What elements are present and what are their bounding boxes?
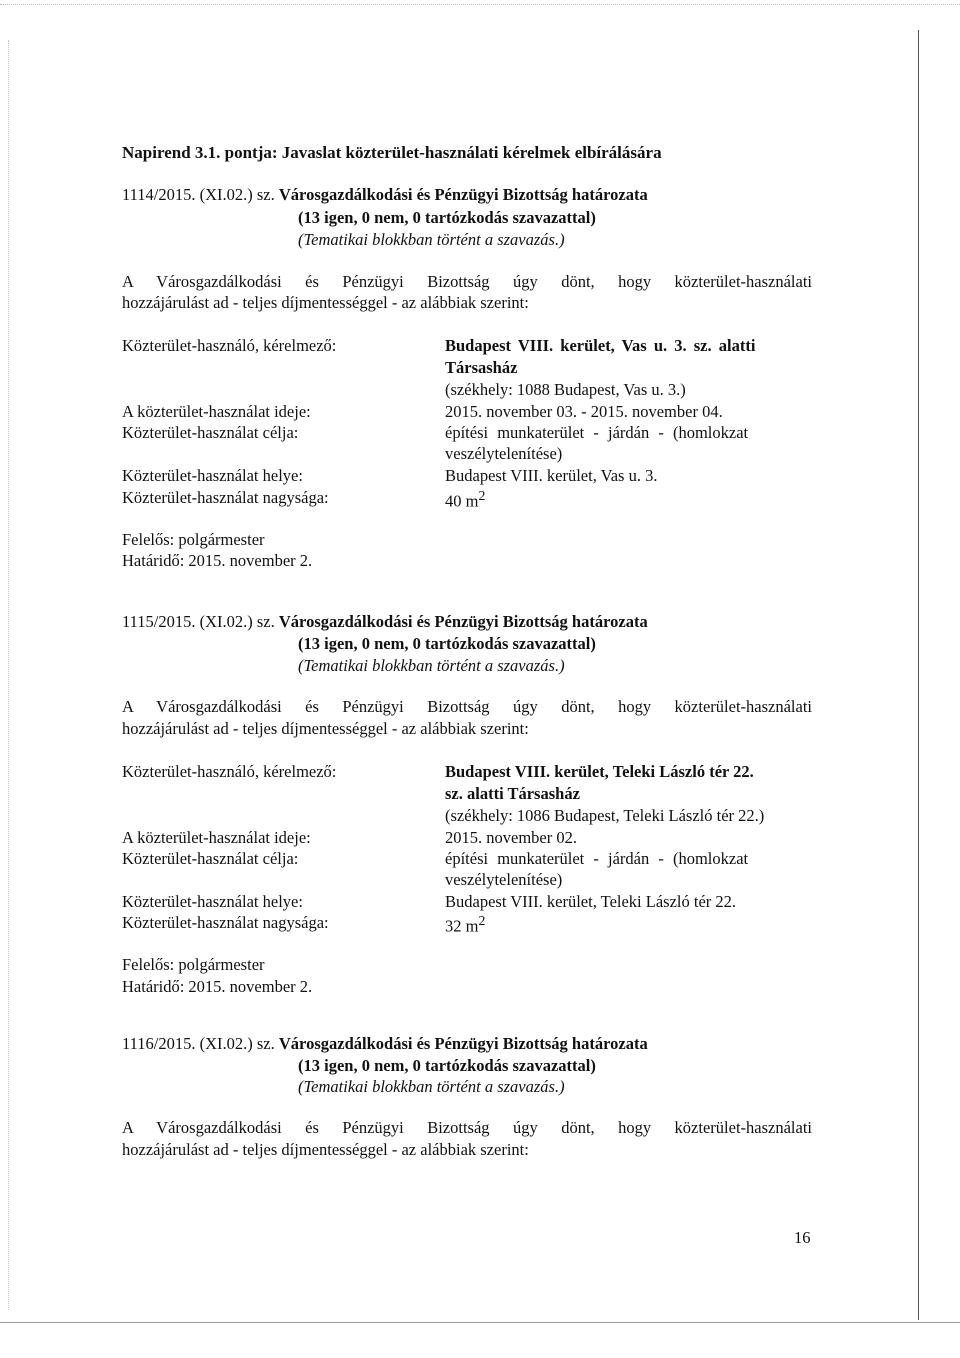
- scan-edge-left: [8, 40, 9, 1310]
- resolution-title: Városgazdálkodási és Pénzügyi Bizottság határozata: [278, 1034, 648, 1053]
- value-purpose-line1: építési munkaterület - járdán - (homlokzat: [445, 423, 749, 442]
- decision-line-2: hozzájárulást ad - teljes díjmentességgel - az alábbiak szerint:: [122, 293, 529, 312]
- resolution-note: (Tematikai blokkban történt a szavazás.): [298, 230, 565, 249]
- scan-edge-top: [0, 4, 960, 5]
- label-size: Közterület-használat nagysága:: [122, 913, 329, 932]
- label-size: Közterület-használat nagysága:: [122, 488, 329, 507]
- value-duration: 2015. november 03. - 2015. november 04.: [445, 402, 723, 421]
- resolution-title: Városgazdálkodási és Pénzügyi Bizottság határozata: [278, 185, 648, 204]
- value-size: [445, 488, 485, 512]
- value-seat: (székhely: 1086 Budapest, Teleki László tér 22.): [445, 806, 765, 825]
- resolution-note: (Tematikai blokkban történt a szavazás.): [298, 656, 565, 675]
- page-number: 16: [794, 1228, 811, 1247]
- label-location: Közterület-használat helye:: [122, 892, 303, 911]
- value-seat: (székhely: 1088 Budapest, Vas u. 3.): [445, 380, 686, 399]
- responsible: Felelős: polgármester: [122, 530, 265, 549]
- resolution-vote: (13 igen, 0 nem, 0 tartózkodás szavazattal): [298, 1056, 596, 1075]
- resolution-vote: (13 igen, 0 nem, 0 tartózkodás szavazattal): [298, 208, 596, 227]
- value-applicant-line1: Budapest VIII. kerület, Teleki László tér 22.: [445, 762, 754, 781]
- scan-edge-right: [918, 30, 919, 1320]
- resolution-number: 1116/2015. (XI.02.) sz.: [122, 1034, 275, 1053]
- resolution-number: 1114/2015. (XI.02.) sz.: [122, 185, 275, 204]
- label-applicant: Közterület-használó, kérelmező:: [122, 336, 337, 355]
- label-duration: A közterület-használat ideje:: [122, 402, 311, 421]
- resolution-1114-header: [122, 185, 648, 205]
- value-size: [445, 913, 485, 937]
- label-purpose: Közterület-használat célja:: [122, 423, 299, 442]
- decision-line-1: A Városgazdálkodási és Pénzügyi Bizottság úgy dönt, hogy közterület-használati: [122, 272, 812, 291]
- decision-line-2: hozzájárulást ad - teljes díjmentességgel - az alábbiak szerint:: [122, 719, 529, 738]
- resolution-number: 1115/2015. (XI.02.) sz.: [122, 612, 275, 631]
- agenda-title: Javaslat közterület-használati kérelmek elbírálására: [281, 143, 662, 162]
- size-value: 32 m: [445, 916, 479, 936]
- value-duration: 2015. november 02.: [445, 828, 577, 847]
- resolution-1116-header: [122, 1034, 648, 1054]
- value-applicant-line1: Budapest VIII. kerület, Vas u. 3. sz. alatti: [445, 336, 756, 355]
- value-purpose-line2: veszélytelenítése): [445, 870, 563, 889]
- value-purpose-line2: veszélytelenítése): [445, 444, 563, 463]
- value-applicant-line2: Társasház: [445, 358, 518, 377]
- deadline: Határidő: 2015. november 2.: [122, 551, 313, 570]
- agenda-heading: [122, 143, 662, 163]
- value-location: Budapest VIII. kerület, Vas u. 3.: [445, 466, 658, 485]
- value-applicant-line2: sz. alatti Társasház: [445, 784, 580, 803]
- decision-line-1: A Városgazdálkodási és Pénzügyi Bizottság úgy dönt, hogy közterület-használati: [122, 697, 812, 716]
- label-location: Közterület-használat helye:: [122, 466, 303, 485]
- size-value: 40 m: [445, 491, 479, 511]
- size-unit-exponent: 2: [478, 913, 486, 928]
- size-unit-exponent: 2: [478, 488, 486, 503]
- decision-line-1: A Városgazdálkodási és Pénzügyi Bizottság úgy dönt, hogy közterület-használati: [122, 1118, 812, 1137]
- value-purpose-line1: építési munkaterület - járdán - (homlokzat: [445, 849, 749, 868]
- decision-line-2: hozzájárulást ad - teljes díjmentességgel - az alábbiak szerint:: [122, 1140, 529, 1159]
- resolution-1115-header: [122, 612, 648, 632]
- deadline: Határidő: 2015. november 2.: [122, 977, 313, 996]
- resolution-vote: (13 igen, 0 nem, 0 tartózkodás szavazattal): [298, 634, 596, 653]
- resolution-title: Városgazdálkodási és Pénzügyi Bizottság határozata: [278, 612, 648, 631]
- agenda-prefix: Napirend 3.1. pontja:: [122, 143, 282, 162]
- label-applicant: Közterület-használó, kérelmező:: [122, 762, 337, 781]
- scan-edge-bottom: [0, 1322, 960, 1323]
- label-duration: A közterület-használat ideje:: [122, 828, 311, 847]
- label-purpose: Közterület-használat célja:: [122, 849, 299, 868]
- responsible: Felelős: polgármester: [122, 955, 265, 974]
- resolution-note: (Tematikai blokkban történt a szavazás.): [298, 1077, 565, 1096]
- value-location: Budapest VIII. kerület, Teleki László tér 22.: [445, 892, 737, 911]
